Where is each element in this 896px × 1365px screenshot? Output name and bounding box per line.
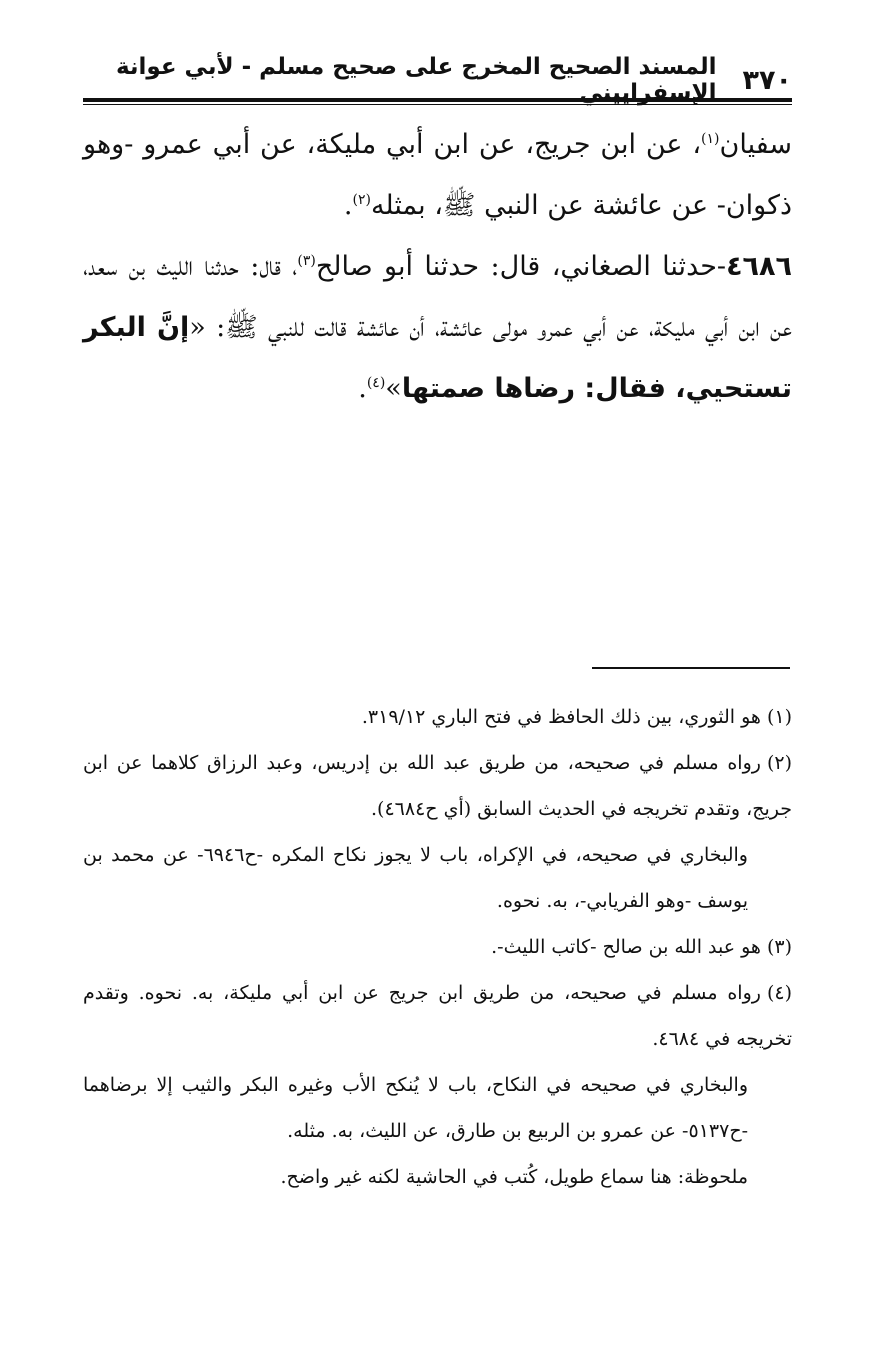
paragraph-1 <box>83 114 792 236</box>
footnote-text: هو عبد الله بن صالح -كاتب الليث-. <box>491 936 761 958</box>
footnote-2-continuation: والبخاري في صحيحه، في الإكراه، باب لا يجوز نكاح المكره -ح٦٩٤٦- عن محمد بن يوسف -وهو الفريابي-، به. نحوه. <box>83 844 748 912</box>
header-rule-thin <box>83 104 792 105</box>
footnote-3 <box>83 924 792 970</box>
footnote-number: (١) <box>766 706 792 728</box>
footnote-text: رواه مسلم في صحيحه، من طريق ابن جريج عن ابن أبي مليكة، به. نحوه. وتقدم تخريجه في ٤٦٨٤. <box>83 982 792 1050</box>
footnote-separator <box>592 667 790 669</box>
text-segment: . <box>343 190 353 221</box>
main-text <box>83 114 792 419</box>
page-header <box>83 54 792 106</box>
footnote-number: (٢) <box>766 752 792 774</box>
text-segment: -حدثنا الصغاني، قال: حدثنا أبو صالح <box>315 251 727 282</box>
footnote-4-note: ملحوظة: هنا سماع طويل، كُتب في الحاشية لكنه غير واضح. <box>280 1166 748 1188</box>
text-segment: ، عن ابن جريج، عن ابن أبي مليكة، عن أبي عمرو -وهو ذكوان- عن عائشة عن النبي ﷺ، بمثله <box>83 129 792 221</box>
header-rule <box>83 98 792 102</box>
footnote-1 <box>83 694 792 740</box>
footnote-ref-3[interactable]: (٣) <box>297 253 316 269</box>
footnote-ref-1[interactable]: (١) <box>701 131 720 147</box>
footnote-2 <box>83 740 792 832</box>
running-title: المسند الصحيح المخرج على صحيح مسلم - لأبي عوانة الإسفراييني <box>115 54 717 106</box>
footnote-text: رواه مسلم في صحيحه، من طريق عبد الله بن إدريس، وعبد الرزاق كلاهما عن ابن جريج، وتقدم تخريجه في الحديث السابق (أي ح٤٦٨٤). <box>83 752 792 820</box>
footnote-number: (٤) <box>766 982 792 1004</box>
footnote-text: هو الثوري، بين ذلك الحافظ في فتح الباري ٣١٩/١٢. <box>361 706 761 728</box>
hadith-number: ٤٦٨٦ <box>726 251 792 282</box>
footnotes <box>83 694 792 1200</box>
footnote-4 <box>83 970 792 1062</box>
paragraph-2 <box>83 236 792 419</box>
text-segment: ، قال: حدثنا الليث بن سعد، عن ابن أبي مليكة، عن أبي عمرو مولى عائشة، أن عائشة قالت للنبي ﷺ: « <box>83 251 792 343</box>
text-segment: سفيان <box>719 129 792 160</box>
page-number: ٣٧٠ <box>742 64 792 96</box>
footnote-4-continuation: والبخاري في صحيحه في النكاح، باب لا يُنكح الأب وغيره البكر والثيب إلا برضاهما -ح٥١٣٧- عن عمرو بن الربيع بن طارق، عن الليث، به. مثله. <box>83 1074 748 1142</box>
text-segment: » <box>385 373 402 404</box>
text-segment: . <box>358 373 367 404</box>
footnote-ref-4[interactable]: (٤) <box>366 375 386 391</box>
footnote-number: (٣) <box>766 936 792 958</box>
hadith-matn: إنَّ البكر تستحيي، فقال: رضاها صمتها <box>83 312 792 404</box>
footnote-ref-2[interactable]: (٢) <box>352 192 371 208</box>
